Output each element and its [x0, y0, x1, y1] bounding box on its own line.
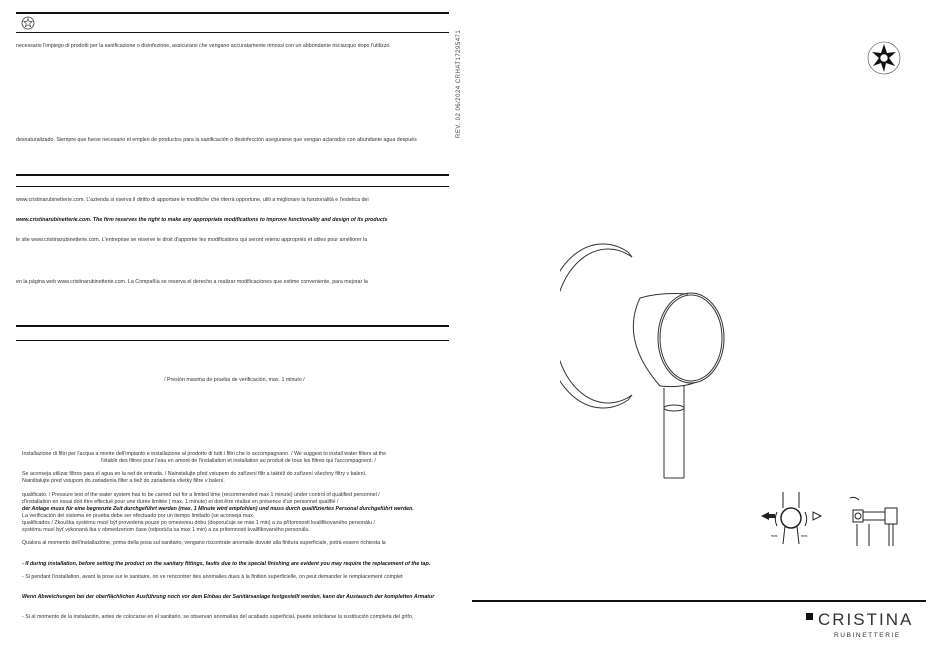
- svg-text:≈≈: ≈≈: [771, 534, 778, 540]
- test-es-text: La verificación del sistema en prueba debe ser efectuado por un tiempo limitado (se aconseja max.: [22, 513, 255, 519]
- star-logo-icon: [21, 16, 35, 30]
- section-rule: [16, 174, 449, 176]
- section-rule: [16, 186, 449, 187]
- test-cz-text: qualificados / Zkouška systému musí být provedena pouze po omezenou dobu (doporučuje se max 1 min) a za přítomnosti kvalifikovaného personálu /: [22, 520, 376, 526]
- brand-subtitle: RUBINETTERIE: [834, 632, 901, 639]
- section-rule: [16, 12, 449, 14]
- section-rule: [16, 32, 449, 33]
- section-rule: [16, 325, 449, 327]
- test-sk-text: systému musí byť vykonaná iba v obmedzenom čase (odporúča sa max 1 min) a za prítomnosti kvalifikovaného personálu.: [22, 527, 310, 533]
- test-it-text: qualificato. / Pressure test of the water system has to be carried out for a limited time (recommended max 1 minute) under control of qualified personnel /: [22, 492, 380, 498]
- footer-rule: [472, 600, 926, 602]
- website-fr-text: le site www.cristinarubinetterie.com. L'entreprise se réserve le droit d'apporter les modifications qui seront retenu appropriés et utiles pour améliorer la: [16, 237, 368, 243]
- filter-sk-text: Nainštalujte pred vstupom do zariadenia filter a tiež do zariadenia všetky filtre v balení.: [22, 478, 225, 484]
- website-it-text: www.cristinarubinetterie.com. L'azienda si riserva il diritto di apportare le modifiche che riterrà opportune, utili a migliorare la funzionalità e l'estetica dei: [16, 197, 369, 203]
- star-seal-icon: [866, 40, 902, 76]
- section-rule: [16, 340, 449, 341]
- brand-mark-icon: [806, 613, 813, 620]
- anomaly-en-text: - If during installation, before setting the product on the sanitary fittings, faults due to the special finishing are evident you may require the replacement of the tap.: [22, 561, 431, 567]
- filter-fr-text: l'établir des filtres pour l'eau en amont de l'installation et installation au produit de tous les filtres qui l'accompagnent. /: [101, 458, 376, 464]
- anomaly-fr-text: - Si pendant l'installation, avant la pose sur le sanitaire, on ve rencontrer des anomalies dues à la finition superficielle, on peut demander le remplacement complet: [22, 574, 403, 580]
- sanitize-it-text: necessario l'impiego di prodotti per la sanificazione o disinfezione, assicurarsi che vengano accuratamente rimossi con un abbondante risciacquo dopo l'utilizzo.: [16, 43, 391, 49]
- anomaly-it-text: Qualora al momento dell'installazione, prima della posa sul sanitario, vengano riscontrate anomalie dovute alla finitura superficiale, potrà essere richiesta la: [22, 540, 386, 546]
- filter-es-text: Se aconseja utilizar filtros para el agua en la red de entrada. / Nainstalujte před vstupem do zařízení filtr a taktéž do zařízení všechny filtry v balení.: [22, 471, 367, 477]
- brand-name: CRISTINA: [818, 610, 914, 629]
- anomaly-de-text: Wenn Abweichungen bei der oberflächlichen Ausführung noch vor dem Einbau der Sanitärsanlage festgestellt werden, kann der Austausch der kompletten Armatur: [22, 594, 435, 600]
- mixer-product-drawing: [560, 240, 740, 490]
- revision-code: REV. 02 06/2024 CRHAT17295471: [456, 29, 462, 138]
- svg-text:≈≈: ≈≈: [801, 534, 808, 540]
- test-de-text: der Anlage muss für eine begrenzte Zeit durchgeführt werden (max. 1 Minute wird empfohlen) und muss durch qualifiziertes Personal durchgeführt werden.: [22, 506, 414, 512]
- filter-it-text: Installazione di filtri per l'acqua a monte dell'impianto e installazione al prodotto di tutti i filtri che lo accompagnano. / We suggest to install water filters at the: [22, 451, 387, 457]
- pressure-es-text: / Presión maxima de prueba de verificación, max. 1 minuto /: [164, 377, 305, 383]
- rotation-diagram-icon: [755, 486, 825, 550]
- sanitize-es-text: desnaturalizado. Siempre que fuese necesario el empleo de productos para la sanificación o desinfección asegurarse que vengan aclarados con abundante agua después: [16, 137, 417, 143]
- website-en-text: www.cristinarubinetterie.com. The firm reserves the right to make any appropriate modifications to improve functionality and design of its products: [16, 217, 388, 223]
- test-fr-text: d'installation en essai doit être effectué pour une durée limitée ( max. 1 minute) et doit être réalisé en présence d'un personnel qualifié /: [22, 499, 339, 505]
- anomaly-es-text: - Si al momento de la instalación, antes de colocarse en el sanitario, se observan anomalías del acabado superficial, puede solicitarse la sustitución completa del grifo.: [22, 614, 414, 620]
- side-view-diagram-icon: [845, 494, 905, 550]
- website-es-text: en la página web www.cristinarubinetterie.com. La Compañía se reserva el derecho a realizar modificaciones que estime conveniente, para mejorar la: [16, 279, 368, 285]
